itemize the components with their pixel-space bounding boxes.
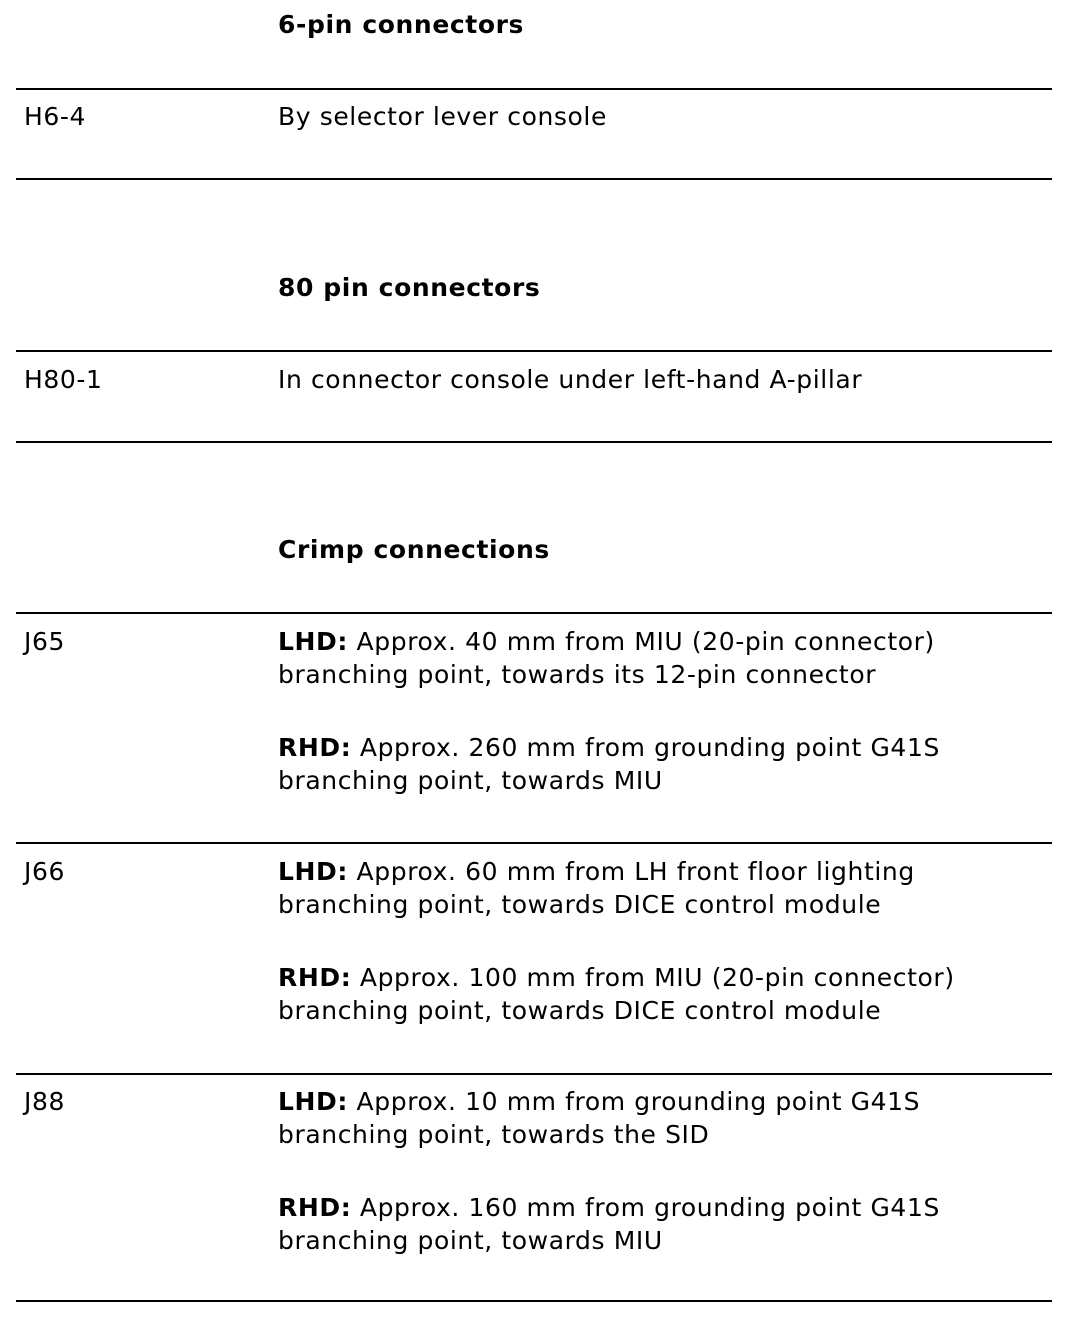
lhd-label: LHD: [278, 857, 349, 886]
rhd-label: RHD: [278, 733, 352, 762]
lhd-text: Approx. 10 mm from grounding point G41S [348, 1087, 921, 1116]
connector-code: H80-1 [24, 365, 103, 394]
lhd-text: branching point, towards its 12-pin connector [278, 660, 877, 689]
rhd-text: branching point, towards DICE control module [278, 996, 882, 1025]
rhd-text: Approx. 160 mm from grounding point G41S [351, 1193, 940, 1222]
connector-location: In connector console under left-hand A-pillar [278, 365, 863, 394]
connector-location: By selector lever console [278, 102, 607, 131]
divider [16, 88, 1052, 90]
lhd-label: LHD: [278, 627, 349, 656]
divider [16, 350, 1052, 352]
section-heading-crimp: Crimp connections [278, 535, 550, 564]
divider [16, 441, 1052, 443]
lhd-label: LHD: [278, 1087, 349, 1116]
section-heading-80-pin: 80 pin connectors [278, 273, 541, 302]
rhd-description [278, 731, 940, 797]
connector-code: H6-4 [24, 102, 87, 131]
section-heading-6-pin: 6-pin connectors [278, 10, 525, 39]
divider [16, 1300, 1052, 1302]
rhd-text: branching point, towards MIU [278, 766, 663, 795]
divider [16, 178, 1052, 180]
rhd-description [278, 961, 955, 1027]
lhd-description [278, 1085, 920, 1151]
rhd-description [278, 1191, 940, 1257]
rhd-text: Approx. 260 mm from grounding point G41S [351, 733, 940, 762]
rhd-text: branching point, towards MIU [278, 1226, 663, 1255]
divider [16, 842, 1052, 844]
lhd-text: branching point, towards the SID [278, 1120, 710, 1149]
lhd-description [278, 855, 915, 921]
rhd-label: RHD: [278, 963, 352, 992]
lhd-text: branching point, towards DICE control module [278, 890, 882, 919]
rhd-text: Approx. 100 mm from MIU (20-pin connector) [351, 963, 955, 992]
rhd-label: RHD: [278, 1193, 352, 1222]
connector-code: J88 [24, 1087, 65, 1116]
lhd-text: Approx. 60 mm from LH front floor lighting [348, 857, 915, 886]
lhd-description [278, 625, 935, 691]
divider [16, 1073, 1052, 1075]
connector-code: J66 [24, 857, 65, 886]
lhd-text: Approx. 40 mm from MIU (20-pin connector) [348, 627, 935, 656]
connector-code: J65 [24, 627, 65, 656]
divider [16, 612, 1052, 614]
